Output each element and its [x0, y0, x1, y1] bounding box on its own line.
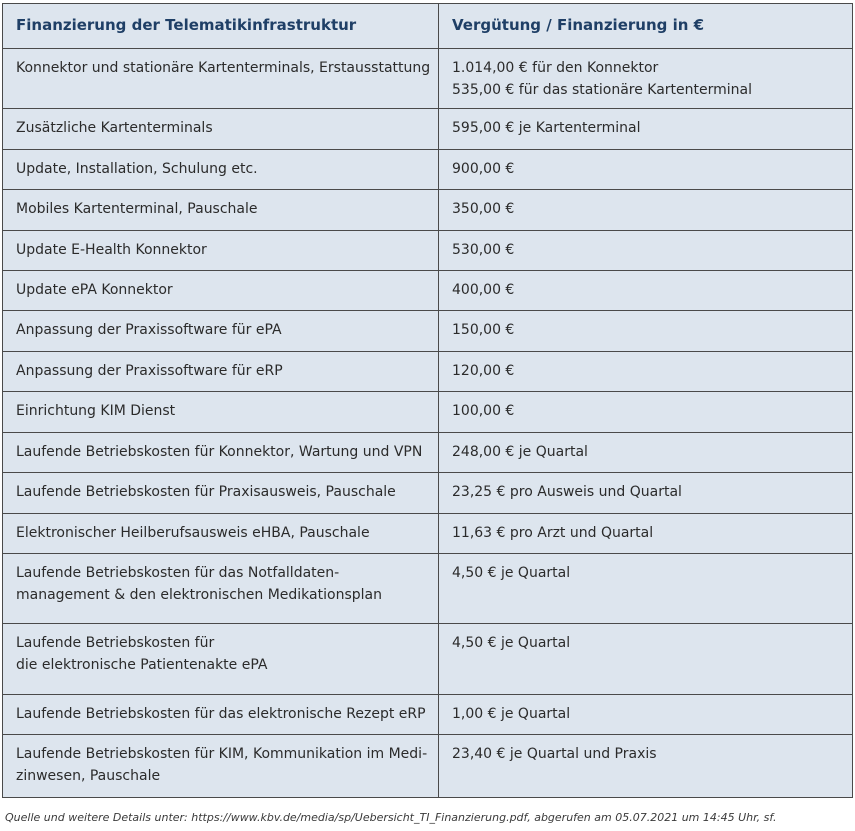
cell-text-line: Laufende Betriebskosten für das Notfalldaten-: [16, 565, 340, 581]
table-row: [3, 150, 853, 190]
cell-text-line: management & den elektronischen Medikationsplan: [16, 587, 382, 603]
cell-text-line: die elektronische Patientenakte ePA: [16, 657, 268, 673]
cell-item: [3, 473, 439, 514]
table-row: [3, 514, 853, 554]
cell-item: [3, 554, 439, 624]
cell-value: [439, 109, 853, 150]
cell-text-line: 4,50 € je Quartal: [452, 635, 571, 651]
cell-value: [439, 271, 853, 311]
cell-item: [3, 514, 439, 554]
cell-text-line: Mobiles Kartenterminal, Pauschale: [16, 201, 258, 217]
cell-text-line: Laufende Betriebskosten für KIM, Kommunikation im Medi-: [16, 746, 428, 762]
table-header-row: [3, 4, 853, 49]
cell-text-line: 535,00 € für das stationäre Kartenterminal: [452, 82, 753, 98]
table-row: [3, 311, 853, 352]
cell-item: [3, 695, 439, 735]
cell-text-line: 11,63 € pro Arzt und Quartal: [452, 525, 654, 541]
cell-text-line: Update E-Health Konnektor: [16, 242, 207, 258]
cell-item: [3, 433, 439, 473]
cell-text-line: 350,00 €: [452, 201, 515, 217]
cell-item: [3, 231, 439, 271]
column-header-value: Vergütung / Finanzierung in €: [439, 4, 853, 49]
cell-value: [439, 735, 853, 798]
table-row: [3, 695, 853, 735]
cell-item: [3, 271, 439, 311]
table-row: [3, 473, 853, 514]
cell-value: [439, 624, 853, 695]
table-row: [3, 352, 853, 392]
cell-item: [3, 311, 439, 352]
cell-text-line: 4,50 € je Quartal: [452, 565, 571, 581]
cell-text-line: Anpassung der Praxissoftware für ePA: [16, 322, 282, 338]
table-row: [3, 554, 853, 624]
cell-text-line: Laufende Betriebskosten für Konnektor, Wartung und VPN: [16, 444, 423, 460]
cell-text-line: 595,00 € je Kartenterminal: [452, 120, 641, 136]
cell-value: [439, 190, 853, 231]
table-row: [3, 49, 853, 109]
cell-text-line: 900,00 €: [452, 161, 515, 177]
cell-item: [3, 150, 439, 190]
cell-item: [3, 624, 439, 695]
cell-item: [3, 735, 439, 798]
cell-text-line: Update ePA Konnektor: [16, 282, 173, 298]
cell-value: [439, 49, 853, 109]
cell-text-line: 530,00 €: [452, 242, 515, 258]
cell-value: [439, 554, 853, 624]
cell-text-line: 23,40 € je Quartal und Praxis: [452, 746, 657, 762]
cell-text-line: Laufende Betriebskosten für Praxisausweis, Pauschale: [16, 484, 396, 500]
cell-text-line: 120,00 €: [452, 363, 515, 379]
cell-text-line: 400,00 €: [452, 282, 515, 298]
cell-item: [3, 109, 439, 150]
cell-value: [439, 433, 853, 473]
cell-text-line: 248,00 € je Quartal: [452, 444, 588, 460]
cell-item: [3, 392, 439, 433]
cell-item: [3, 49, 439, 109]
cell-value: [439, 473, 853, 514]
cell-text-line: Einrichtung KIM Dienst: [16, 403, 176, 419]
cell-text-line: 1.014,00 € für den Konnektor: [452, 60, 659, 76]
cell-text-line: 1,00 € je Quartal: [452, 706, 571, 722]
cell-text-line: Konnektor und stationäre Kartenterminals, Erstausstattung: [16, 60, 431, 76]
cell-value: [439, 514, 853, 554]
cell-text-line: 23,25 € pro Ausweis und Quartal: [452, 484, 682, 500]
cell-value: [439, 311, 853, 352]
cell-value: [439, 695, 853, 735]
table-row: [3, 433, 853, 473]
table-row: [3, 190, 853, 231]
cell-value: [439, 352, 853, 392]
cell-value: [439, 392, 853, 433]
cell-value: [439, 150, 853, 190]
table-row: [3, 271, 853, 311]
column-header-item: Finanzierung der Telematikinfrastruktur: [3, 4, 439, 49]
source-footnote: Quelle und weitere Details unter: https://www.kbv.de/media/sp/Uebersicht_TI_Finanzierung.pdf, abgerufen am 05.07.2021 um 14:45 Uhr, sf.: [5, 811, 777, 824]
cell-text-line: 100,00 €: [452, 403, 515, 419]
table-row: [3, 392, 853, 433]
cell-text-line: Laufende Betriebskosten für das elektronische Rezept eRP: [16, 706, 426, 722]
cell-text-line: Laufende Betriebskosten für: [16, 635, 215, 651]
table-row: [3, 231, 853, 271]
cell-text-line: Elektronischer Heilberufsausweis eHBA, Pauschale: [16, 525, 370, 541]
table-row: [3, 735, 853, 798]
table-row: [3, 624, 853, 695]
cell-item: [3, 352, 439, 392]
financing-table: [2, 3, 853, 798]
cell-text-line: Zusätzliche Kartenterminals: [16, 120, 213, 136]
cell-text-line: zinwesen, Pauschale: [16, 768, 161, 784]
cell-text-line: 150,00 €: [452, 322, 515, 338]
cell-text-line: Update, Installation, Schulung etc.: [16, 161, 258, 177]
cell-value: [439, 231, 853, 271]
cell-text-line: Anpassung der Praxissoftware für eRP: [16, 363, 283, 379]
table-row: [3, 109, 853, 150]
cell-item: [3, 190, 439, 231]
